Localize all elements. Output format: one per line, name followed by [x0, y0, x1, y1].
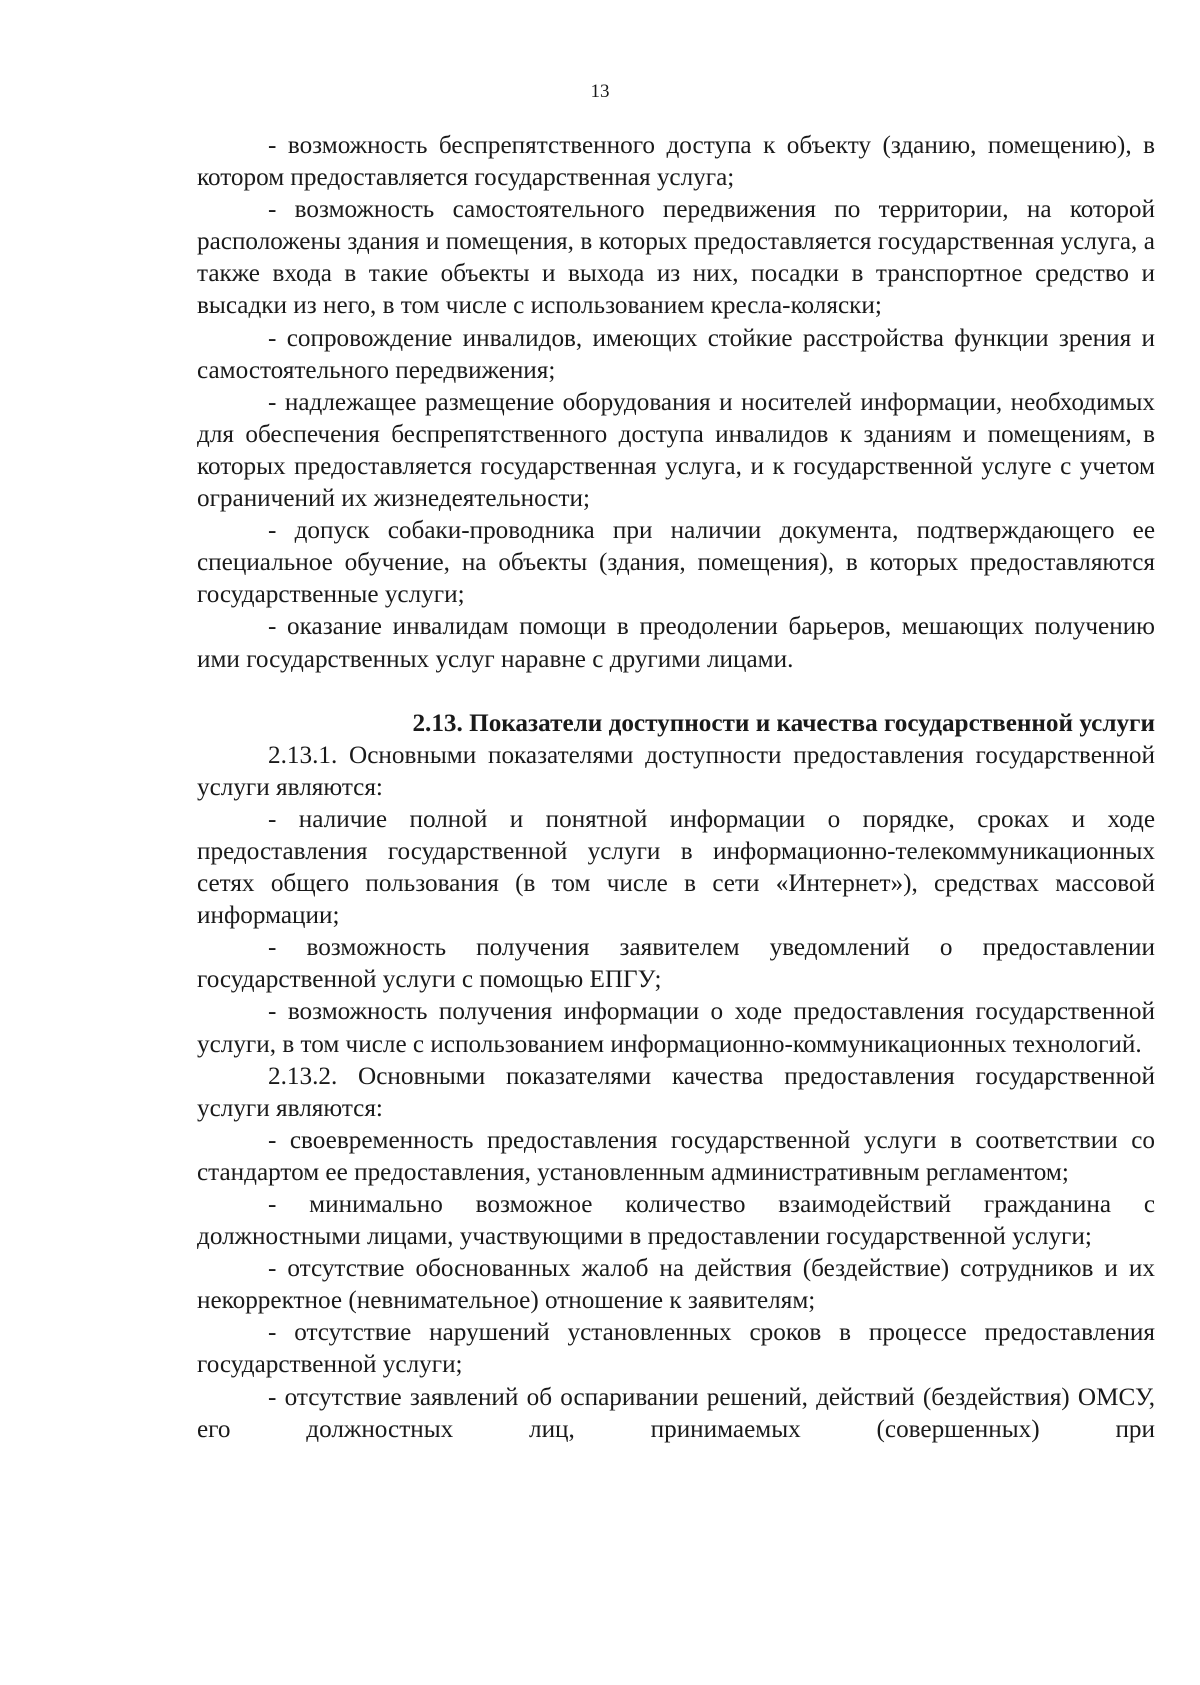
paragraph-progress-information: - возможность получения информации о ходе предоставления государственной услуги, в том числе с использованием информационно-коммуникационных технологий.	[197, 998, 1155, 1058]
page-number: 13	[590, 81, 610, 102]
paragraph-2-13-2-quality-indicators: 2.13.2. Основными показателями качества предоставления государственной услуги являются:	[197, 1062, 1155, 1122]
paragraph-complete-information: - наличие полной и понятной информации о порядке, сроках и ходе предоставления государственной услуги в информационно-телекоммуникационных сетях общего пользования (в том числе в сети «Интернет»), средствах массовой информации;	[197, 805, 1155, 930]
paragraph-independent-movement: - возможность самостоятельного передвижения по территории, на которой расположены здания и помещения, в которых предоставляется государственная услуга, а также входа в такие объекты и выхода из них, посадки в транспортное средство и высадки из него, в том числе с использованием кресла-коляски;	[197, 196, 1155, 320]
paragraph-notifications-epgu: - возможность получения заявителем уведомлений о предоставлении государственной услуги с помощью ЕПГУ;	[197, 934, 1155, 994]
paragraph-escort-of-disabled: - сопровождение инвалидов, имеющих стойкие расстройства функции зрения и самостоятельного передвижения;	[197, 324, 1155, 384]
paragraph-equipment-placement: - надлежащее размещение оборудования и носителей информации, необходимых для обеспечения беспрепятственного доступа инвалидов к зданиям и помещениям, в которых предоставляется государственная услуга, и к государственной услуге с учетом ограничений их жизнедеятельности;	[197, 388, 1155, 513]
section-heading: 2.13. Показатели доступности и качества государственной услуги	[412, 709, 1155, 737]
document-body	[197, 130, 1155, 1446]
paragraph-2-13-1-accessibility-indicators: 2.13.1. Основными показателями доступности предоставления государственной услуги являются:	[197, 741, 1155, 801]
paragraph-assistance-overcoming-barriers: - оказание инвалидам помощи в преодолении барьеров, мешающих получению ими государственных услуг наравне с другими лицами.	[197, 613, 1155, 673]
paragraph-guide-dog-admission: - допуск собаки-проводника при наличии документа, подтверждающего ее специальное обучение, на объекты (здания, помещения), в которых предоставляются государственные услуги;	[197, 517, 1155, 609]
paragraph-no-appeals: - отсутствие заявлений об оспаривании решений, действий (бездействия) ОМСУ, его должностных лиц, принимаемых (совершенных) при	[197, 1383, 1155, 1443]
paragraph-barrier-free-access: - возможность беспрепятственного доступа к объекту (зданию, помещению), в котором предоставляется государственная услуга;	[197, 132, 1155, 192]
paragraph-timeliness: - своевременность предоставления государственной услуги в соответствии со стандартом ее предоставления, установленным административным регламентом;	[197, 1126, 1155, 1186]
paragraph-no-complaints: - отсутствие обоснованных жалоб на действия (бездействие) сотрудников и их некорректное (невнимательное) отношение к заявителям;	[197, 1255, 1155, 1315]
paragraph-minimal-interactions: - минимально возможное количество взаимодействий гражданина с должностными лицами, участвующими в предоставлении государственной услуги;	[197, 1191, 1155, 1251]
paragraph-no-deadline-violations: - отсутствие нарушений установленных сроков в процессе предоставления государственной услуги;	[197, 1319, 1155, 1379]
